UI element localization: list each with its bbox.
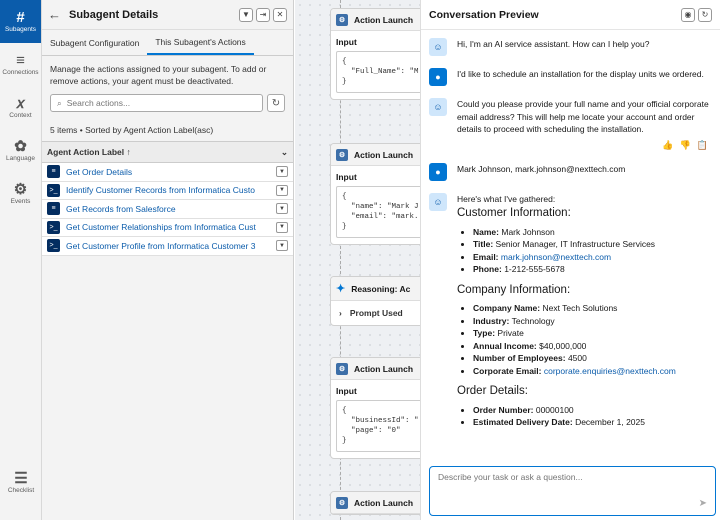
list-item bbox=[473, 352, 712, 365]
bot-message bbox=[421, 185, 720, 441]
table-row bbox=[42, 219, 293, 238]
card-header bbox=[331, 9, 420, 31]
field-value: 4500 bbox=[567, 353, 587, 363]
composer bbox=[429, 466, 716, 516]
user-message bbox=[421, 60, 720, 90]
conversation-title: Conversation Preview bbox=[429, 8, 539, 21]
response-intro: Here's what I've gathered: bbox=[457, 193, 556, 204]
prompt-used-label: Prompt Used bbox=[349, 308, 403, 318]
table-row bbox=[42, 182, 293, 201]
tab-subagent-actions[interactable]: This Subagent's Actions bbox=[147, 30, 253, 55]
user-avatar-icon: ● bbox=[429, 163, 447, 181]
panel-tabs bbox=[42, 30, 293, 56]
field-value: $40,000,000 bbox=[539, 340, 587, 351]
bot-avatar-icon: ☺ bbox=[429, 193, 447, 211]
card-title: Action Launch bbox=[354, 14, 414, 25]
list-item bbox=[473, 340, 712, 353]
copy-icon[interactable]: 📋 bbox=[696, 139, 708, 150]
field-key: Phone: bbox=[473, 264, 502, 274]
search-box[interactable] bbox=[50, 94, 263, 112]
info-list bbox=[473, 226, 712, 276]
rail-label: Connections bbox=[2, 69, 39, 76]
action-launch-card[interactable] bbox=[330, 143, 420, 245]
code-block: { "name": "Mark J "email": "mark. } bbox=[336, 186, 420, 238]
panel-header bbox=[42, 0, 293, 30]
field-key: Company Name: bbox=[473, 303, 541, 313]
reasoning-card[interactable] bbox=[330, 276, 420, 326]
list-item bbox=[473, 315, 712, 328]
action-link[interactable]: Get Order Details bbox=[66, 166, 133, 177]
layers-icon: ≡ bbox=[16, 52, 25, 69]
message-list bbox=[421, 30, 720, 462]
bot-avatar-icon: ☺ bbox=[429, 38, 447, 56]
rail-item-language[interactable] bbox=[0, 129, 41, 172]
field-value: Mark Johnson bbox=[501, 226, 555, 237]
card-header bbox=[331, 358, 420, 380]
refresh-icon[interactable]: ↻ bbox=[698, 8, 712, 22]
card-section-label: Input bbox=[336, 172, 357, 182]
field-key: Order Number: bbox=[473, 404, 534, 415]
list-item bbox=[473, 263, 712, 276]
prompt-used-row[interactable] bbox=[331, 301, 420, 325]
filter-icon[interactable]: ▼ bbox=[239, 8, 253, 22]
field-key: Type: bbox=[473, 328, 496, 338]
row-menu-icon[interactable]: ▼ bbox=[276, 240, 288, 251]
table-row bbox=[42, 237, 293, 256]
card-section-label: Input bbox=[336, 37, 357, 47]
table-row bbox=[42, 163, 293, 182]
message-input[interactable] bbox=[438, 472, 707, 502]
field-key: Title: bbox=[473, 239, 494, 249]
list-item bbox=[473, 365, 712, 378]
field-value: Next Tech Solutions bbox=[542, 303, 618, 313]
list-item bbox=[473, 251, 712, 264]
apex-icon: >_ bbox=[47, 184, 60, 197]
message-text: Mark Johnson, mark.johnson@nexttech.com bbox=[457, 163, 626, 174]
events-icon: ⚙ bbox=[13, 181, 28, 198]
flow-icon: ≡ bbox=[47, 165, 60, 178]
action-icon: ⚙ bbox=[336, 14, 348, 26]
palette-icon: ✿ bbox=[14, 138, 27, 155]
list-item bbox=[473, 302, 712, 315]
rail-label: Events bbox=[10, 198, 31, 205]
search-input[interactable] bbox=[67, 98, 256, 108]
email-link[interactable]: mark.johnson@nexttech.com bbox=[500, 251, 612, 262]
field-key: Corporate Email: bbox=[473, 365, 542, 376]
card-title: Action Launch bbox=[354, 497, 414, 508]
code-block: { "businessId": " "page": "0" } bbox=[336, 400, 420, 452]
card-title: Action Launch bbox=[354, 363, 414, 374]
field-value: 1-212-555-5678 bbox=[504, 264, 565, 274]
field-key: Number of Employees: bbox=[473, 353, 566, 363]
checklist-icon: ☰ bbox=[14, 470, 28, 487]
code-block: { "Full_Name": "M } bbox=[336, 51, 420, 93]
section-heading: Customer Information: bbox=[457, 207, 571, 219]
rail-label: Checklist bbox=[7, 487, 35, 494]
section-heading: Company Information: bbox=[457, 283, 571, 296]
list-item bbox=[473, 404, 712, 417]
message-text: Hi, I'm an AI service assistant. How can I help you? bbox=[457, 39, 650, 49]
rail-item-subagents[interactable] bbox=[0, 0, 41, 43]
card-title: Action Launch bbox=[354, 149, 414, 160]
subagent-panel bbox=[42, 0, 294, 520]
user-message bbox=[421, 155, 720, 185]
field-value: Technology bbox=[511, 315, 555, 326]
field-value: Private bbox=[497, 328, 524, 338]
sparkle-icon: ✦ bbox=[336, 283, 346, 295]
rail-item-connections[interactable] bbox=[0, 43, 41, 86]
field-value: Senior Manager, IT Infrastructure Services bbox=[495, 239, 656, 249]
bot-message bbox=[421, 30, 720, 60]
bot-response bbox=[457, 193, 712, 437]
variable-icon: 𝑥 bbox=[16, 95, 25, 112]
action-link[interactable]: Get Records from Salesforce bbox=[66, 203, 176, 214]
user-avatar-icon: ● bbox=[429, 68, 447, 86]
apex-icon: >_ bbox=[47, 239, 60, 252]
action-link[interactable]: Get Customer Profile from Informatica Customer 3 bbox=[66, 240, 256, 251]
panel-description: Manage the actions assigned to your subagent. To add or remove actions, your agent must be deactivated. bbox=[50, 64, 267, 86]
thumbs-down-icon[interactable]: 👎 bbox=[679, 139, 691, 150]
field-key: Estimated Delivery Date: bbox=[473, 417, 573, 427]
search-icon: ⌕ bbox=[57, 97, 62, 108]
message-text: Could you please provide your full name and your official corporate email address? This will help me locate your account and order details to proceed with scheduling the installation. bbox=[457, 99, 709, 134]
rail-item-events[interactable] bbox=[0, 172, 41, 215]
collapse-panel-icon[interactable]: ⇥ bbox=[256, 8, 270, 22]
list-item bbox=[473, 416, 712, 429]
list-item bbox=[473, 327, 712, 340]
table-header bbox=[42, 141, 293, 163]
thumbs-up-icon[interactable]: 👍 bbox=[662, 139, 674, 150]
trace-canvas bbox=[295, 0, 420, 520]
message-text: I'd like to schedule an installation for the display units we ordered. bbox=[457, 69, 704, 79]
field-key: Industry: bbox=[473, 315, 510, 326]
action-link[interactable]: Identify Customer Records from Informatica Custo bbox=[66, 185, 255, 196]
section-heading: Order Details: bbox=[457, 385, 528, 397]
close-icon[interactable]: ✕ bbox=[273, 8, 287, 22]
field-value: 00000100 bbox=[535, 404, 574, 415]
rail-item-checklist[interactable] bbox=[0, 461, 42, 504]
info-list bbox=[473, 404, 712, 429]
send-icon[interactable]: ➤ bbox=[698, 498, 707, 509]
info-list bbox=[473, 302, 712, 377]
field-value: December 1, 2025 bbox=[575, 417, 645, 427]
column-header-action-label[interactable]: Agent Action Label ↑ bbox=[47, 147, 131, 157]
rail-label: Subagents bbox=[4, 26, 37, 33]
panel-title: Subagent Details bbox=[69, 8, 159, 21]
table-row bbox=[42, 200, 293, 219]
hash-icon: # bbox=[16, 9, 25, 26]
action-launch-card[interactable] bbox=[330, 491, 420, 515]
row-menu-icon[interactable]: ▼ bbox=[276, 222, 288, 233]
action-icon: ⚙ bbox=[336, 363, 348, 375]
card-title: Reasoning: Ac bbox=[351, 283, 411, 294]
card-header bbox=[331, 144, 420, 166]
item-count: 5 items • Sorted by Agent Action Label(asc) bbox=[50, 125, 214, 135]
card-header bbox=[331, 277, 420, 301]
search-row bbox=[42, 91, 293, 115]
action-link[interactable]: Get Customer Relationships from Informatica Cust bbox=[66, 222, 256, 233]
tab-subagent-configuration[interactable]: Subagent Configuration bbox=[50, 37, 140, 48]
list-item bbox=[473, 238, 712, 251]
rail-label: Language bbox=[6, 155, 35, 162]
refresh-icon[interactable]: ↻ bbox=[267, 94, 285, 112]
action-icon: ⚙ bbox=[336, 497, 348, 509]
flow-icon: ≡ bbox=[47, 202, 60, 215]
action-icon: ⚙ bbox=[336, 149, 348, 161]
chevron-down-icon[interactable]: ⌄ bbox=[280, 146, 288, 157]
row-menu-icon[interactable]: ▼ bbox=[276, 166, 288, 177]
card-header bbox=[331, 492, 420, 514]
bot-message bbox=[421, 90, 720, 140]
field-key: Annual Income: bbox=[473, 340, 537, 351]
conversation-preview bbox=[420, 0, 720, 520]
action-launch-card[interactable] bbox=[330, 8, 420, 100]
row-menu-icon[interactable]: ▼ bbox=[276, 185, 288, 196]
list-item bbox=[473, 226, 712, 239]
eye-icon[interactable]: ◉ bbox=[681, 8, 695, 22]
bot-avatar-icon: ☺ bbox=[429, 98, 447, 116]
rail-item-context[interactable] bbox=[0, 86, 41, 129]
chevron-right-icon: › bbox=[339, 308, 342, 318]
nav-rail bbox=[0, 0, 42, 520]
feedback-bar bbox=[421, 140, 720, 155]
field-key: Email: bbox=[473, 251, 499, 262]
card-section-label: Input bbox=[336, 386, 357, 396]
actions-list bbox=[42, 163, 293, 256]
email-link[interactable]: corporate.enquiries@nexttech.com bbox=[543, 365, 676, 376]
conversation-header bbox=[421, 0, 720, 30]
action-launch-card[interactable] bbox=[330, 357, 420, 459]
back-arrow-icon[interactable]: ← bbox=[48, 7, 61, 22]
field-key: Name: bbox=[473, 226, 499, 237]
row-menu-icon[interactable]: ▼ bbox=[276, 203, 288, 214]
apex-icon: >_ bbox=[47, 221, 60, 234]
rail-label: Context bbox=[9, 112, 32, 119]
